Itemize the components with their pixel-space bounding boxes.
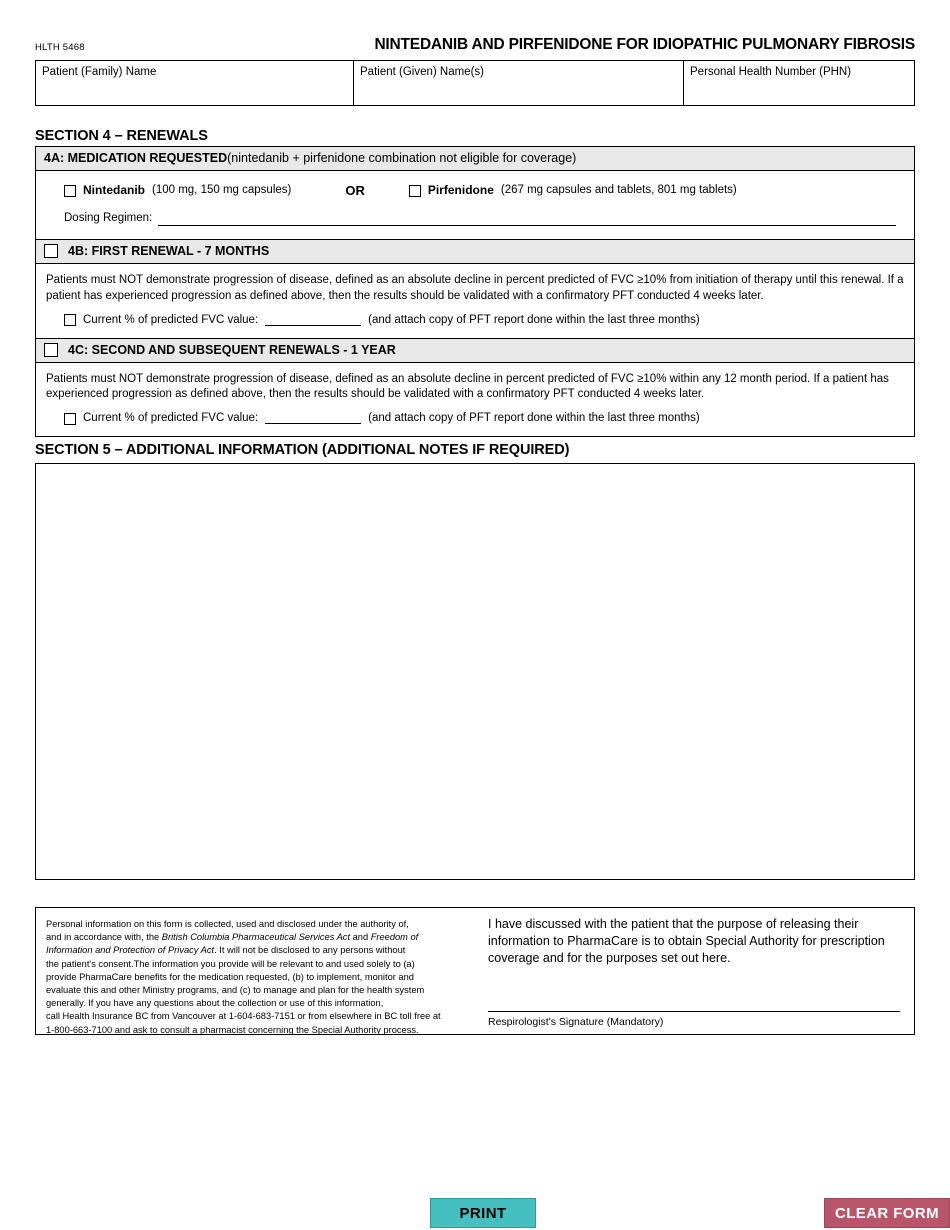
fvc-4c-input[interactable] bbox=[265, 413, 361, 424]
privacy-line-2: and in accordance with, the bbox=[46, 932, 162, 943]
section-4b-fvc-row bbox=[46, 313, 904, 328]
signature-input[interactable] bbox=[488, 1011, 900, 1012]
band-4b-title: 4B: FIRST RENEWAL - 7 MONTHS bbox=[68, 244, 270, 259]
fvc-4c-note: (and attach copy of PFT report done within the last three months) bbox=[368, 412, 700, 425]
personal-health-number-field[interactable] bbox=[684, 61, 914, 105]
band-4a bbox=[36, 147, 914, 171]
footer-box bbox=[35, 907, 915, 1035]
medication-option-nintedanib[interactable] bbox=[64, 183, 291, 199]
pirfenidone-label: Pirfenidone bbox=[427, 182, 494, 197]
personal-health-number-label: Personal Health Number (PHN) bbox=[690, 66, 852, 78]
additional-information-textarea[interactable] bbox=[35, 463, 915, 880]
section-4c-text: Patients must NOT demonstrate progression of disease, defined as an absolute decline in percent predicted of FVC ≥10% within any 12 month period. If a patient has experienced progression as defined above, then the results should be validated with a confirmatory PFT conducted 4 weeks later. bbox=[46, 372, 889, 401]
band-4c-checkbox[interactable] bbox=[44, 343, 58, 357]
privacy-line-4: Information and Protection of Privacy Act bbox=[46, 945, 215, 956]
or-separator: OR bbox=[345, 183, 365, 198]
patient-identification-box bbox=[35, 60, 915, 106]
section-4-heading: SECTION 4 – RENEWALS bbox=[35, 128, 208, 144]
privacy-italic-1: British Columbia Pharmaceutical Services Act bbox=[161, 932, 351, 943]
section-4-box bbox=[35, 146, 915, 437]
nintedanib-checkbox[interactable] bbox=[64, 185, 76, 197]
medication-options-row bbox=[46, 180, 904, 199]
privacy-line-11: 1-800-663-7100 and ask to consult a pharmacist concerning the Special Authority process. bbox=[46, 1024, 419, 1035]
band-4c[interactable] bbox=[36, 339, 914, 363]
dosing-regimen-input[interactable] bbox=[158, 215, 896, 226]
form-code: HLTH 5468 bbox=[35, 42, 85, 53]
section-4a-content bbox=[36, 171, 914, 240]
patient-given-name-field[interactable] bbox=[354, 61, 684, 105]
pirfenidone-detail: (267 mg capsules and tablets, 801 mg tablets) bbox=[500, 183, 737, 196]
section-4c-content bbox=[36, 363, 914, 437]
patient-given-name-label: Patient (Given) Name(s) bbox=[360, 66, 484, 78]
dosing-regimen-label: Dosing Regimen: bbox=[64, 212, 153, 225]
patient-family-name-field[interactable] bbox=[36, 61, 354, 105]
band-4a-title: 4A: MEDICATION REQUESTED bbox=[44, 151, 228, 165]
privacy-line-5: . It will not be disclosed to any persons without bbox=[214, 945, 406, 956]
consent-block bbox=[476, 908, 914, 1034]
consent-text: I have discussed with the patient that the purpose of releasing their information to PharmaCare is to obtain Special Authority for prescription coverage and for the purposes set out here. bbox=[488, 917, 885, 965]
privacy-notice bbox=[36, 908, 476, 1034]
nintedanib-detail: (100 mg, 150 mg capsules) bbox=[152, 183, 292, 196]
fvc-4b-note: (and attach copy of PFT report done within the last three months) bbox=[368, 313, 700, 326]
signature-label: Respirologist's Signature (Mandatory) bbox=[488, 1015, 664, 1028]
fvc-4c-checkbox[interactable] bbox=[64, 413, 76, 425]
dosing-regimen-row bbox=[46, 211, 904, 229]
form-title: NINTEDANIB AND PIRFENIDONE FOR IDIOPATHIC PULMONARY FIBROSIS bbox=[374, 36, 915, 53]
band-4c-title: 4C: SECOND AND SUBSEQUENT RENEWALS - 1 YEAR bbox=[68, 342, 396, 357]
print-button[interactable]: PRINT bbox=[430, 1198, 536, 1228]
privacy-line-9: generally. If you have any questions about the collection or use of this information, bbox=[46, 998, 384, 1009]
section-5-heading: SECTION 5 – ADDITIONAL INFORMATION (ADDITIONAL NOTES IF REQUIRED) bbox=[35, 442, 570, 458]
privacy-line-10: call Health Insurance BC from Vancouver at 1-604-683-7151 or from elsewhere in BC toll free at bbox=[46, 1011, 441, 1022]
section-4b-text: Patients must NOT demonstrate progression of disease, defined as an absolute decline in percent predicted of FVC ≥10% from initiation of therapy until this renewal. If a patient has experienced progression as defined above, then the results should be validated with a confirmatory PFT conducted 4 weeks later. bbox=[46, 274, 904, 302]
privacy-line-6: the patient's consent.The information you provide will be relevant to and used solely to (a) bbox=[46, 958, 415, 969]
band-4b-checkbox[interactable] bbox=[44, 244, 58, 258]
privacy-line-1: Personal information on this form is collected, used and disclosed under the authority of, bbox=[46, 919, 409, 929]
pirfenidone-checkbox[interactable] bbox=[409, 185, 421, 197]
patient-family-name-label: Patient (Family) Name bbox=[42, 66, 157, 78]
band-4a-subtitle: (nintedanib + pirfenidone combination not eligible for coverage) bbox=[227, 151, 577, 165]
section-4b-content bbox=[36, 264, 914, 339]
privacy-line-3: and bbox=[350, 932, 371, 943]
privacy-italic-2: Freedom of bbox=[370, 932, 419, 943]
privacy-line-8: evaluate this and other Ministry programs, and (c) to manage and plan for the health system bbox=[46, 984, 425, 995]
privacy-line-7: provide PharmaCare benefits for the medication requested, (b) to implement, monitor and bbox=[46, 971, 414, 982]
fvc-4c-label: Current % of predicted FVC value: bbox=[83, 412, 259, 425]
clear-form-button[interactable]: CLEAR FORM bbox=[824, 1198, 950, 1228]
form-header bbox=[35, 36, 915, 54]
band-4b[interactable] bbox=[36, 240, 914, 264]
fvc-4b-input[interactable] bbox=[265, 315, 361, 326]
nintedanib-label: Nintedanib bbox=[83, 182, 145, 197]
fvc-4b-label: Current % of predicted FVC value: bbox=[83, 313, 259, 326]
fvc-4b-checkbox[interactable] bbox=[64, 314, 76, 326]
medication-option-pirfenidone[interactable] bbox=[409, 183, 737, 199]
section-4c-fvc-row bbox=[46, 411, 904, 426]
